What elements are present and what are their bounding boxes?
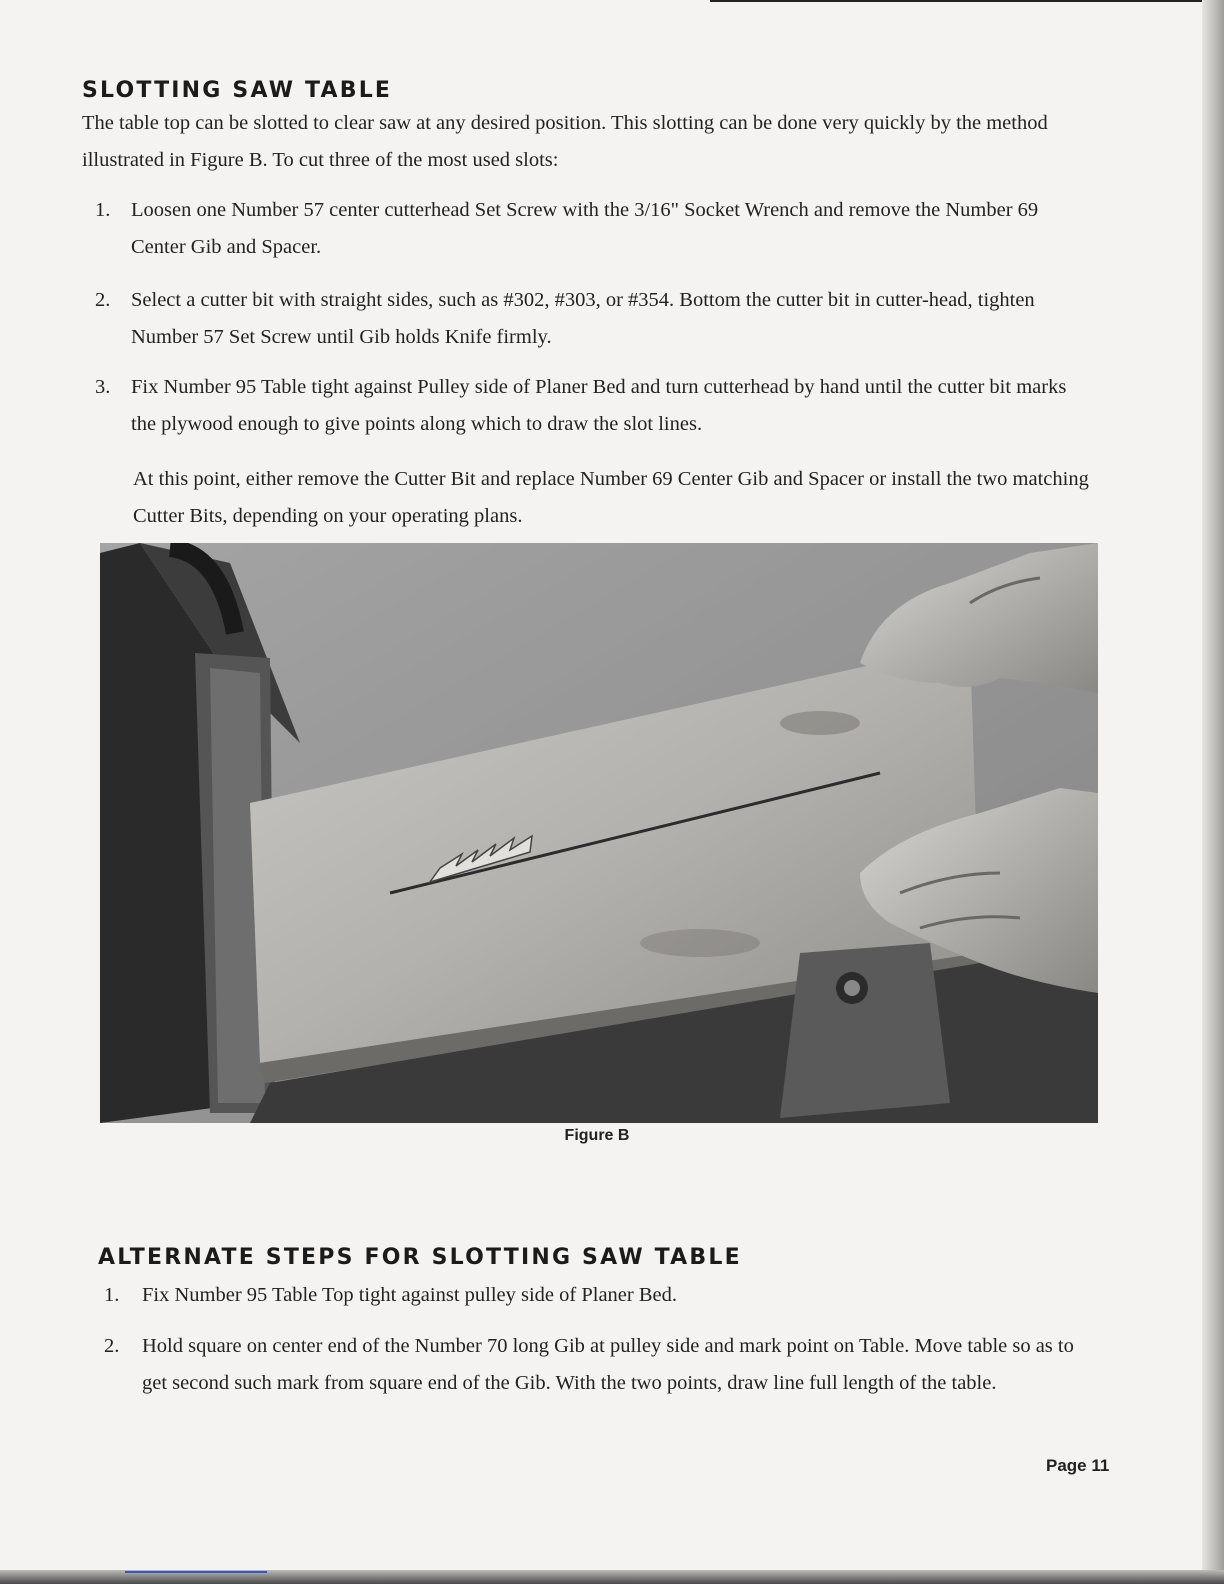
list-item-number: 1. [95,199,111,221]
list-item-number: 2. [104,1335,120,1357]
section-heading-alternate-steps: ALTERNATE STEPS FOR SLOTTING SAW TABLE [98,1245,742,1270]
list-item-text: Fix Number 95 Table Top tight against pulley side of Planer Bed. [142,1284,677,1306]
list-item-text: Hold square on center end of the Number 70 long Gib at pulley side and mark point on Table. Move table so as to get second such mark from square end of the Gib. With the two points, draw line full length of the table. [142,1335,1074,1394]
list-item-number: 2. [95,289,111,311]
top-border-line [710,0,1210,2]
list-item-number: 3. [95,376,111,398]
page-number: Page 11 [1046,1456,1110,1475]
intro-paragraph: The table top can be slotted to clear saw at any desired position. This slotting can be done very quickly by the method illustrated in Figure B. To cut three of the most used slots: [82,112,1048,171]
note-paragraph: At this point, either remove the Cutter Bit and replace Number 69 Center Gib and Spacer or install the two matching Cutter Bits, depending on your operating plans. [133,468,1089,527]
list-item-number: 1. [104,1284,120,1306]
list-item-text: Loosen one Number 57 center cutterhead Set Screw with the 3/16" Socket Wrench and remove the Number 69 Center Gib and Spacer. [131,199,1039,258]
photo-icon [100,543,1098,1123]
figure-caption: Figure B [564,1127,630,1144]
bottom-link-line [125,1571,267,1573]
section-heading-slotting-saw-table: SLOTTING SAW TABLE [82,78,393,103]
list-item-text: Select a cutter bit with straight sides, such as #302, #303, or #354. Bottom the cutter bit in cutter-head, tighten Number 57 Set Screw until Gib holds Knife firmly. [131,289,1035,348]
figure-b-photo [100,543,1098,1123]
list-item-text: Fix Number 95 Table tight against Pulley side of Planer Bed and turn cutterhead by hand until the cutter bit marks the plywood enough to give points along which to draw the slot lines. [131,376,1067,435]
page-edge-shadow [1202,0,1224,1584]
